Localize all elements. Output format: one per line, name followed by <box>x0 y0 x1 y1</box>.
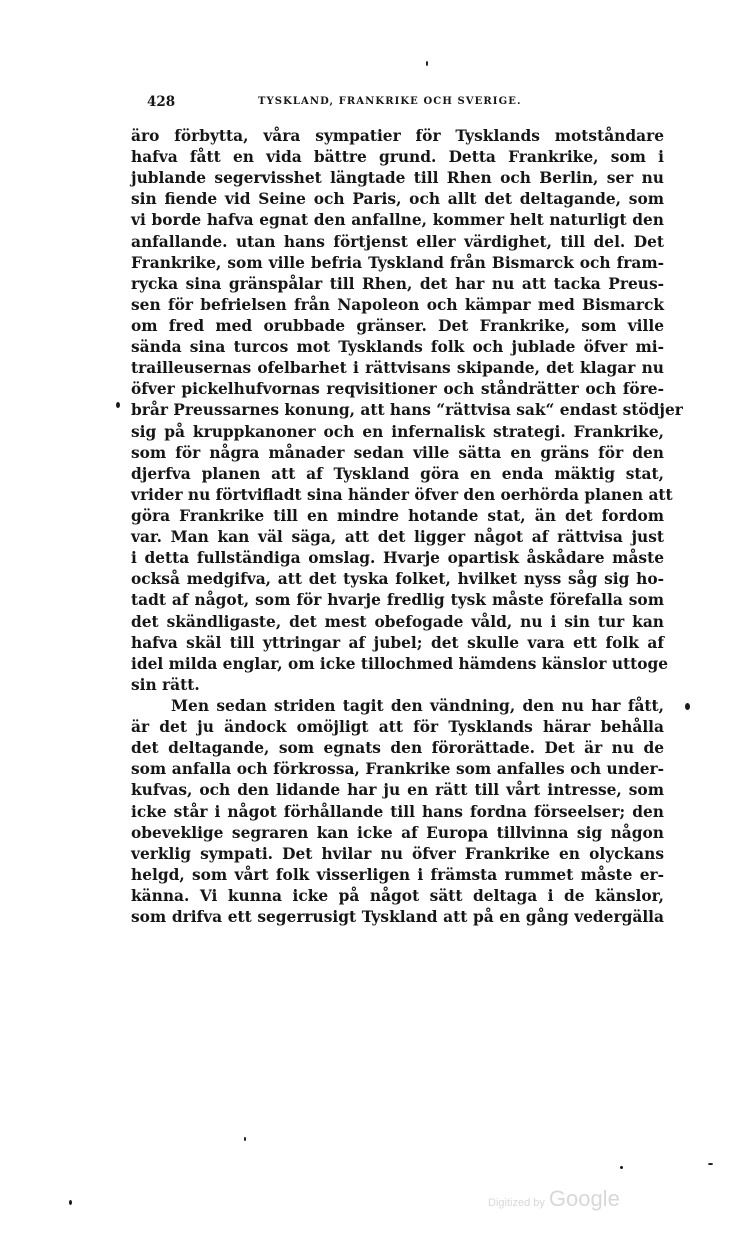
scan-speck <box>708 1163 713 1165</box>
paragraph-1 <box>131 126 683 696</box>
page-header <box>147 94 667 114</box>
watermark-brand: Google <box>548 1186 620 1211</box>
text-line: om fred med orubbade gränser. Det Frankrike, som ville <box>131 316 664 335</box>
text-line: Frankrike, som ville befria Tyskland från Bismarck och fram- <box>131 253 664 272</box>
text-line: icke står i något förhållande till hans fordna förseelser; den <box>131 802 664 821</box>
paragraph-2 <box>131 696 664 928</box>
text-line: vi borde hafva egnat den anfallne, kommer helt naturligt den <box>131 211 664 230</box>
scan-speck <box>116 402 120 408</box>
text-line: djerfva planen att af Tyskland göra en enda mäktig stat, <box>131 464 664 483</box>
text-line: göra Frankrike till en mindre hotande stat, än det fordom <box>131 506 664 525</box>
text-line: som anfalla och förkrossa, Frankrike som anfalles och under- <box>131 760 664 779</box>
scan-speck <box>69 1200 72 1205</box>
text-line: helgd, som vårt folk visserligen i främsta rummet måste er- <box>131 865 664 884</box>
text-line: öfver pickelhufvornas reqvisitioner och ståndrätter och före- <box>131 380 664 399</box>
text-line: trailleusernas ofelbarhet i rättvisans skipande, det klagar nu <box>131 359 664 378</box>
text-line: Men sedan striden tagit den vändning, den nu har fått, <box>171 696 664 715</box>
text-line: obeveklige segraren kan icke af Europa tillvinna sig någon <box>131 823 664 842</box>
text-line: äro förbytta, våra sympatier för Tysklands motståndare <box>131 127 664 145</box>
text-line: sända sina turcos mot Tysklands folk och jublade öfver mi- <box>131 338 664 357</box>
text-line: verklig sympati. Det hvilar nu öfver Frankrike en olyckans <box>131 844 664 863</box>
text-line: som drifva ett segerrusigt Tyskland att på en gång vedergälla <box>131 908 664 927</box>
running-head: TYSKLAND, FRANKRIKE OCH SVERIGE. <box>258 96 522 107</box>
digitization-watermark <box>488 1186 620 1212</box>
text-line: sin fiende vid Seine och Paris, och allt det deltagande, som <box>131 190 664 209</box>
text-line: är det ju ändock omöjligt att för Tysklands härar behålla <box>131 718 664 737</box>
text-line: idel milda englar, om icke tillochmed hämdens känslor uttoge <box>131 654 669 673</box>
text-line: hafva skäl till yttringar af jubel; det skulle vara ett folk af <box>131 633 664 652</box>
scan-speck <box>685 703 690 710</box>
scan-speck <box>620 1166 623 1169</box>
scan-speck <box>244 1137 246 1141</box>
text-line: i detta fullständiga omslag. Hvarje opartisk åskådare måste <box>131 549 664 568</box>
text-line: brår Preussarnes konung, att hans “rättvisa sak“ endast stödjer <box>131 401 683 420</box>
text-line: också medgifva, att det tyska folket, hvilket nyss såg sig ho- <box>131 570 664 589</box>
text-line: sen för befrielsen från Napoleon och kämpar med Bismarck <box>131 295 664 314</box>
text-line: hafva fått en vida bättre grund. Detta Frankrike, som i <box>131 148 664 167</box>
text-line: rycka sina gränspålar till Rhen, det har nu att tacka Preus- <box>131 274 664 293</box>
text-line: sig på kruppkanoner och en infernalisk strategi. Frankrike, <box>131 422 664 441</box>
text-line: det skändligaste, det mest obefogade våld, nu i sin tur kan <box>131 612 664 631</box>
page-number: 428 <box>147 94 176 110</box>
text-line: jublande segervisshet längtade till Rhen och Berlin, ser nu <box>131 169 664 188</box>
text-line: känna. Vi kunna icke på något sätt deltaga i de känslor, <box>131 886 664 905</box>
text-line: vrider nu förtvifladt sina händer öfver den oerhörda planen att <box>131 485 673 504</box>
text-line: som för några månader sedan ville sätta en gräns för den <box>131 443 664 462</box>
text-line: anfallande. utan hans förtjenst eller värdighet, till del. Det <box>131 232 664 251</box>
text-line: kufvas, och den lidande har ju en rätt till vårt intresse, som <box>131 781 664 800</box>
text-line: var. Man kan väl säga, att det ligger något af rättvisa just <box>131 528 664 547</box>
text-line: tadt af något, som för hvarje fredlig tysk måste förefalla som <box>131 591 664 610</box>
text-line: sin rätt. <box>131 675 200 694</box>
body-text <box>131 126 683 928</box>
watermark-prefix: Digitized by <box>488 1197 545 1209</box>
scan-speck <box>426 61 428 66</box>
text-line: det deltagande, som egnats den förorättade. Det är nu de <box>131 739 664 758</box>
